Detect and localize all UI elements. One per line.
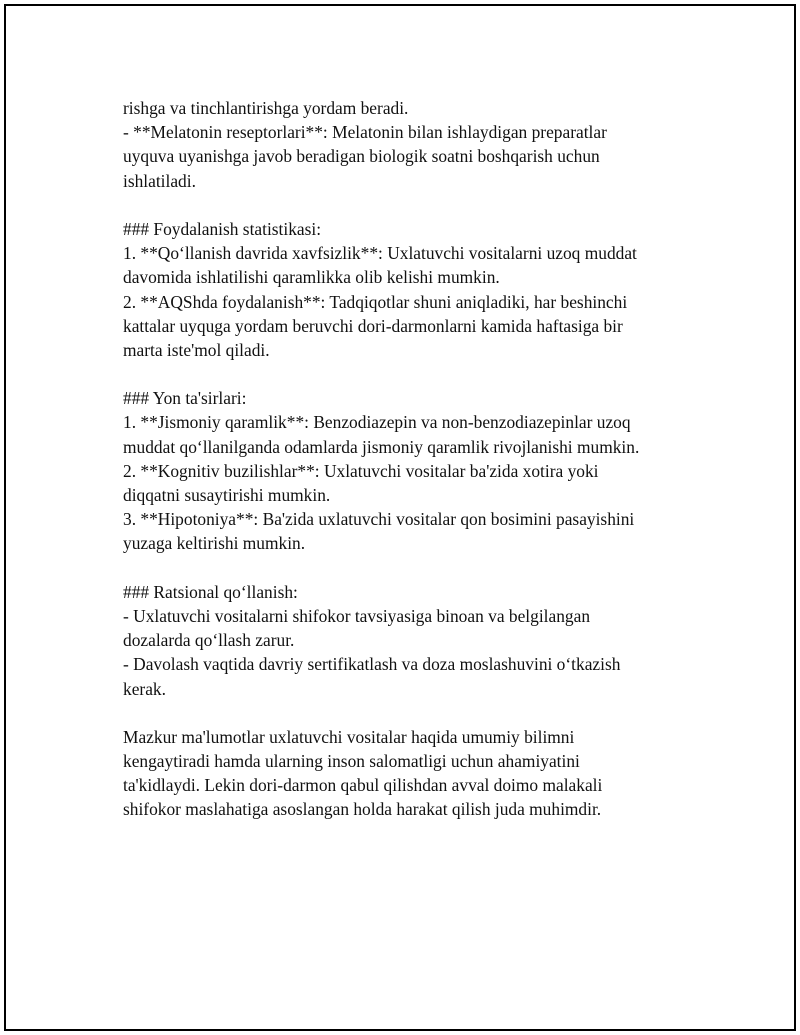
blank-line (123, 362, 703, 386)
text-line: uyquva uyanishga javob beradigan biologik soatni boshqarish uchun (123, 146, 600, 167)
list-item: - Davolash vaqtida davriy sertifikatlash va doza moslashuvini o‘tkazish (123, 654, 621, 675)
paragraph-line: Mazkur ma'lumotlar uxlatuvchi vositalar haqida umumiy bilimni (123, 726, 575, 747)
list-item: 3. **Hipotoniya**: Ba'zida uxlatuvchi vositalar qon bosimini pasayishini (123, 509, 635, 530)
blank-line (123, 701, 703, 725)
text-line: dozalarda qo‘llash zarur. (123, 630, 295, 651)
text-line: rishga va tinchlantirishga yordam beradi. (123, 98, 409, 118)
text-line: ishlatiladi. (123, 170, 196, 191)
text-line: diqqatni susaytirishi mumkin. (123, 485, 331, 505)
text-line: kerak. (123, 678, 166, 699)
section-heading: ### Foydalanish statistikasi: (123, 218, 322, 239)
text-line: marta iste'mol qiladi. (123, 339, 270, 360)
page-frame (4, 4, 796, 1031)
list-item: 1. **Qo‘llanish davrida xavfsizlik**: Uxlatuvchi vositalarni uzoq muddat (123, 243, 637, 264)
list-item: 1. **Jismoniy qaramlik**: Benzodiazepin va non-benzodiazepinlar uzoq (123, 412, 631, 433)
list-item: - Uxlatuvchi vositalarni shifokor tavsiyasiga binoan va belgilangan (123, 605, 591, 626)
paragraph-line: ta'kidlaydi. Lekin dori-darmon qabul qilishdan avval doimo malakali (123, 775, 603, 796)
list-item: - **Melatonin reseptorlari**: Melatonin bilan ishlaydigan preparatlar (123, 122, 607, 143)
text-line: yuzaga keltirishi mumkin. (123, 533, 306, 554)
text-line: kattalar uyquga yordam beruvchi dori-darmonlarni kamida haftasiga bir (123, 315, 623, 336)
text-line: davomida ishlatilishi qaramlikka olib kelishi mumkin. (123, 267, 500, 288)
list-item: 2. **AQShda foydalanish**: Tadqiqotlar shuni aniqladiki, har beshinchi (123, 291, 628, 312)
blank-line (123, 556, 703, 580)
section-heading: ### Ratsional qo‘llanish: (123, 581, 298, 602)
blank-line (123, 193, 703, 217)
list-item: 2. **Kognitiv buzilishlar**: Uxlatuvchi vositalar ba'zida xotira yoki (123, 460, 599, 481)
section-heading: ### Yon ta'sirlari: (123, 388, 247, 409)
text-line: muddat qo‘llanilganda odamlarda jismoniy qaramlik rivojlanishi mumkin. (123, 436, 640, 457)
paragraph-line: shifokor maslahatiga asoslangan holda harakat qilish juda muhimdir. (123, 799, 602, 820)
paragraph-line: kengaytiradi hamda ularning inson salomatligi uchun ahamiyatini (123, 751, 580, 772)
document-body (123, 96, 703, 822)
